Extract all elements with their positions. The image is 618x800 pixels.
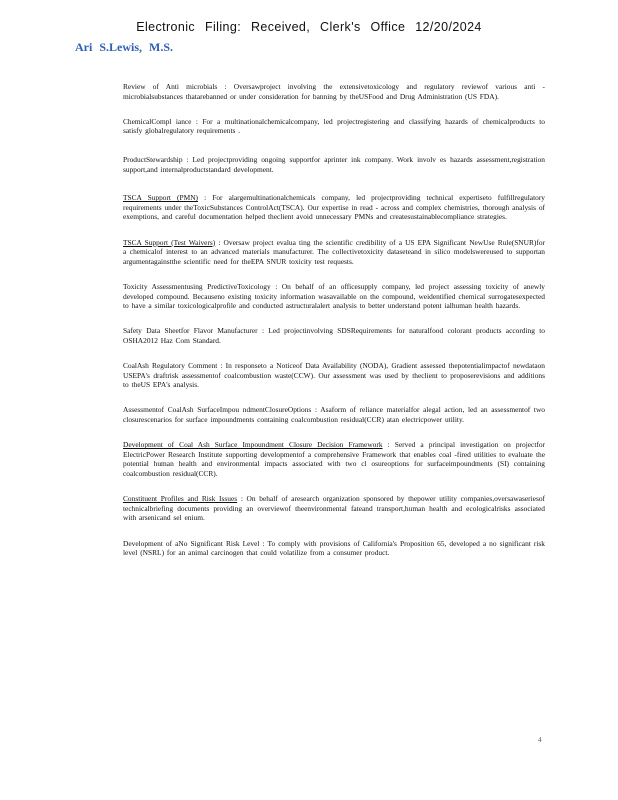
experience-entry	[123, 440, 545, 478]
experience-entry	[123, 361, 545, 390]
experience-entry	[123, 155, 545, 174]
experience-entry	[123, 238, 545, 267]
entry-text: Assessmentof CoalAsh SurfaceImpou ndmentClosureOptions : Asaform of reliance materialfor alegal action, led an assessmentof two closurescenarios for surface impoundments containing coalcombustion residual(CCR) atan electricpower utility.	[123, 405, 545, 425]
experience-entry	[123, 193, 545, 222]
entry-text: Development of aNo Significant Risk Level : To comply with provisions of California's Proposition 65, developed a no significant risk level (NSRL) for an animal carcinogen that could volatilize from a consumer product.	[123, 538, 545, 558]
entry-text: : Served a principal investigation on projectfor ElectricPower Research Institute supporting developmentof a comprehensive Framework that enables coal -fired utilities to evaluate the potential human health and environmental impacts associated with two cl osureoptions for surfaceimpoundments (SI) containing coalcombustion residual(CCR).	[123, 440, 546, 478]
experience-entry	[123, 494, 545, 523]
entry-text: : For alargemultinationalchemicals company, led projectproviding technical expertiseto fulfillregulatory requirements under theToxicSubstances ControlAct(TSCA). Our expertise in read - across and complex chemistries, thorough analysis of exemptions, and careful documentation helped theclient avoid unnecessary PMNs and createsustainablecompliance strategies.	[123, 193, 545, 222]
entry-title: Development of Coal Ash Surface Impoundment Closure Decision Framework	[123, 440, 383, 450]
entry-title: TSCA Support (PMN)	[123, 193, 198, 203]
entry-text: Review of Anti microbials : Oversawproject involving the extensivetoxicology and regulatory reviewof various anti - microbialsubstances thatarebanned or under consideration for banning by theUSFood and Drug Administration (US FDA).	[123, 82, 545, 101]
experience-entry	[123, 405, 545, 424]
experience-entry	[123, 539, 545, 558]
author-name: Ari S.Lewis, M.S.	[75, 40, 173, 54]
filing-stamp: Electronic Filing: Received, Clerk's Office 12/20/2024	[136, 20, 482, 34]
entry-text: ChemicalCompl iance : For a multinationalchemicalcompany, led projectregistering and classifying hazards of chemicalproducts to satisfy globalregulatory requirements .	[123, 116, 545, 136]
entry-text: ProductStewardship : Led projectproviding ongoing supportfor aprinter ink company. Work involv es hazards assessment,registration support,and internalproductstandard development.	[123, 154, 545, 174]
page-number: 4	[538, 736, 542, 744]
entry-text: : On behalf of aresearch organization sponsored by thepower utility companies,oversawaseriesof technicalbriefing documents providing an overviewof theenvironmental fateand transport,human health and ecologicalrisks associated with arsenicand sel enium.	[123, 494, 545, 523]
experience-entry	[123, 282, 545, 311]
experience-entry	[123, 117, 545, 136]
experience-list	[123, 82, 545, 573]
experience-entry	[123, 82, 545, 101]
entry-title: TSCA Support (Test Waivers)	[123, 237, 216, 247]
entry-title: Constituent Profiles and Risk Issues	[123, 494, 238, 504]
entry-text: : Oversaw project evalua ting the scientific credibility of a US EPA Significant NewUse Rule(SNUR)for a chemicalof interest to an advanced materials manufacturer. The collectivetoxicity dataseteand in silico modelswereused to supportan argumentagainstthe scientific need for theEPA SNUR toxicity test requests.	[123, 237, 545, 266]
entry-text: Toxicity Assessmentusing PredictiveToxicology : On behalf of an officesupply company, led project assessing toxicity of anewly developed compound. Becauseno existing toxicity information wasavailable on the compound, weidentified chemical surrogatesexpected to have a similar toxicologicalprofile and conducted astructuralalert analysis to better understand potent ialhuman health hazards.	[123, 281, 545, 311]
experience-entry	[123, 326, 545, 345]
entry-text: CoalAsh Regulatory Comment : In responseto a Noticeof Data Availability (NODA), Gradient assessed thepotentialimpactof newdataon USEPA's draftrisk assessmentof coalcombustion waste(CCW). Our assessment was used by theclient to proposerevisions and additions to theUS EPA's analysis.	[123, 361, 545, 390]
entry-text: Safety Data Sheetfor Flavor Manufacturer : Led projectinvolving SDSRequirements for naturalfood colorant products according to OSHA2012 Haz Com Standard.	[123, 326, 545, 345]
